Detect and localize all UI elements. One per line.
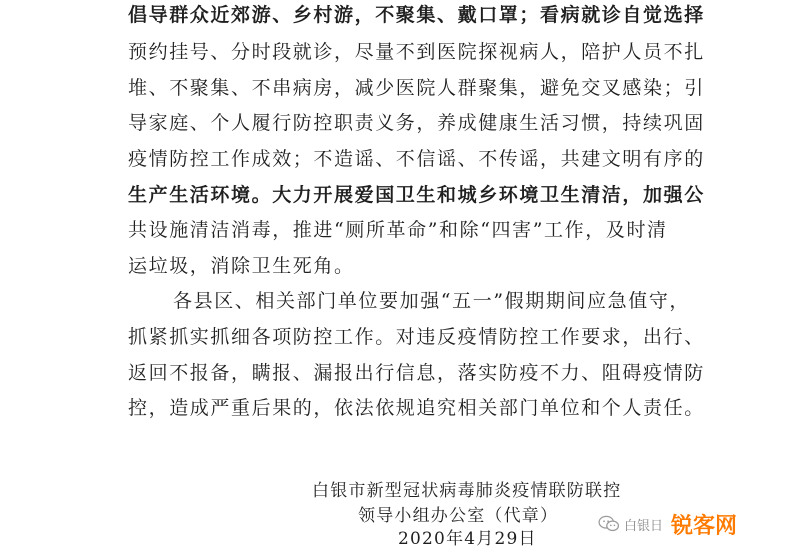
body-line: 运垃圾，消除卫生死角。 xyxy=(128,255,355,277)
body-line: 控，造成严重后果的，依法依规追究相关部门单位和个人责任。 xyxy=(128,397,705,419)
body-line: 导家庭、个人履行防控职责义务，养成健康生活习惯，持续巩固 xyxy=(128,112,705,134)
body-line: 生产生活环境。大力开展爱国卫生和城乡环境卫生清洁，加强公 xyxy=(128,184,705,206)
body-line: 预约挂号、分时段就诊，尽量不到医院探视病人，陪护人员不扎 xyxy=(128,41,705,63)
signature-date: 2020年4月29日 xyxy=(398,529,537,549)
body-line: 返回不报备，瞒报、漏报出行信息，落实防疫不力、阻碍疫情防 xyxy=(128,362,705,384)
watermark-source-label: 白银日 xyxy=(624,518,664,534)
wechat-icon xyxy=(598,515,620,533)
body-line: 各县区、相关部门单位要加强“五一”假期期间应急值守， xyxy=(173,290,691,312)
body-line: 抓紧抓实抓细各项防控工作。对违反疫情防控工作要求，出行、 xyxy=(128,326,705,348)
body-line: 疫情防控工作成效；不造谣、不信谣、不传谣，共建文明有序的 xyxy=(128,148,705,170)
watermark-brand-label: 锐客网 xyxy=(671,513,738,539)
signature-org-line1: 白银市新型冠状病毒肺炎疫情联防联控 xyxy=(312,481,622,501)
body-line: 共设施清洁消毒，推进“厕所革命”和除“四害”工作，及时清 xyxy=(128,219,668,241)
body-line: 倡导群众近郊游、乡村游，不聚集、戴口罩；看病就诊自觉选择 xyxy=(128,4,705,26)
body-line: 堆、不聚集、不串病房，减少医院人群聚集，避免交叉感染；引 xyxy=(128,77,705,99)
watermark xyxy=(598,510,737,538)
signature-org-line2: 领导小组办公室（代章） xyxy=(358,506,559,526)
